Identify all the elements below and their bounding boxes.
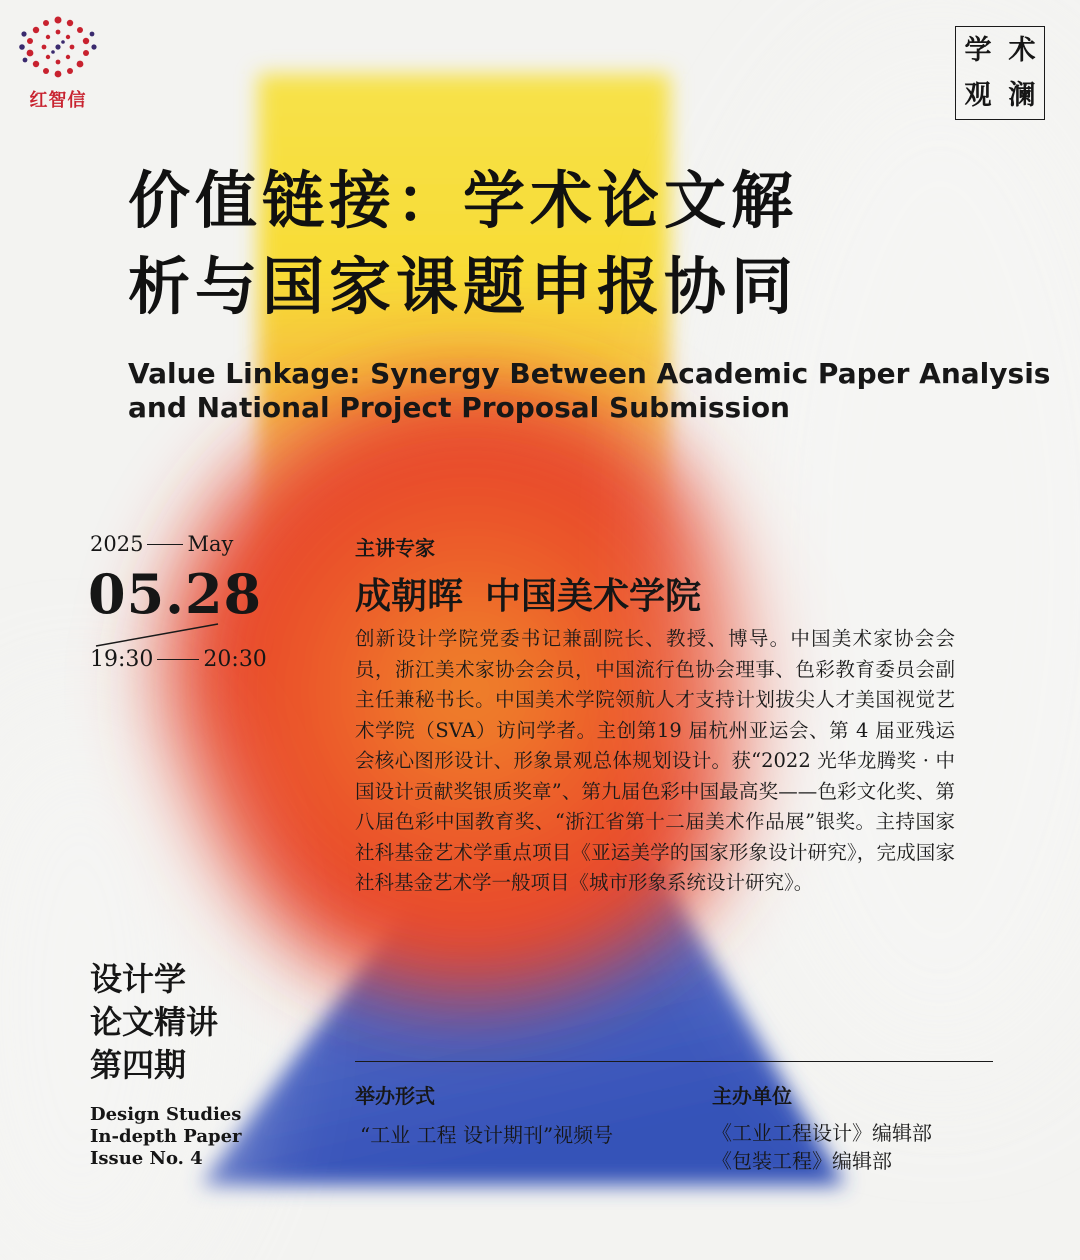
logo-wordmark: 红智信 xyxy=(29,90,87,111)
series-chinese xyxy=(90,958,218,1087)
badge-char: 观 xyxy=(964,80,992,111)
format-value: “工业 工程 设计期刊”视频号 xyxy=(360,1123,614,1147)
time-start: 19:30 xyxy=(90,647,154,672)
speaker-label: 主讲专家 xyxy=(355,536,435,560)
series-english xyxy=(90,1104,242,1170)
format-label: 举办形式 xyxy=(355,1084,435,1108)
title-en-line: Value Linkage: Synergy Between Academic Paper Analysis xyxy=(128,357,1051,390)
slash-divider xyxy=(92,610,232,650)
speaker-affiliation: 中国美术学院 xyxy=(485,575,702,617)
title-english xyxy=(128,357,1051,425)
title-zh-line: 价值链接：学术论文解 xyxy=(128,164,799,237)
time-end: 20:30 xyxy=(203,647,267,672)
dash-divider xyxy=(147,544,183,545)
footer-divider xyxy=(355,1061,993,1062)
organizer-item: 《工业工程设计》编辑部 xyxy=(712,1121,932,1145)
speaker-bio: 创新设计学院党委书记兼副院长、教授、博导。中国美术家协会会员，浙江美术家协会会员，中国流行色协会理事、色彩教育委员会副主任兼秘书长。中国美术学院领航人才支持计划拔尖人才美国视觉艺术学院（SVA）访问学者。主创第19 届杭州亚运会、第 4 届亚残运会核心图形设计、形象景观总体规划设计。获“2022 光华龙腾奖 · 中国设计贡献奖银质奖章”、第九届色彩中国最高奖——色彩文化奖、第八届色彩中国教育奖、“浙江省第十二届美术作品展”银奖。主持国家社科基金艺术学重点项目《亚运美学的国家形象设计研究》，完成国家社科基金艺术学一般项目《城市形象系统设计研究》。 xyxy=(355,627,955,894)
series-zh-line: 第四期 xyxy=(90,1046,187,1084)
organizer-item: 《包装工程》编辑部 xyxy=(712,1149,892,1173)
column-badge xyxy=(955,26,1045,120)
organizer-list xyxy=(712,1119,932,1175)
title-chinese xyxy=(128,158,988,330)
date-year: 2025 xyxy=(90,532,144,556)
title-zh-line: 析与国家课题申报协同 xyxy=(128,250,799,323)
series-zh-line: 设计学 xyxy=(90,960,187,998)
series-en-line: Issue No. 4 xyxy=(90,1148,203,1169)
speaker-name: 成朝晖 xyxy=(355,575,464,617)
badge-char: 学 xyxy=(964,35,992,66)
dot-swirl-icon xyxy=(18,14,98,80)
organizer-label: 主办单位 xyxy=(712,1084,792,1108)
event-time xyxy=(90,647,267,672)
brand-logo xyxy=(18,14,98,109)
date-year-month xyxy=(90,532,233,556)
badge-char: 澜 xyxy=(1008,80,1036,111)
badge-char: 术 xyxy=(1008,35,1036,66)
dash-divider xyxy=(157,659,199,660)
date-month: May xyxy=(187,532,234,556)
series-en-line: Design Studies xyxy=(90,1104,242,1125)
series-zh-line: 论文精讲 xyxy=(90,1003,219,1041)
title-en-line: and National Project Proposal Submission xyxy=(128,391,790,424)
speaker-heading xyxy=(355,568,701,619)
series-en-line: In-depth Paper xyxy=(90,1126,242,1147)
event-date: 05.28 xyxy=(88,562,263,626)
